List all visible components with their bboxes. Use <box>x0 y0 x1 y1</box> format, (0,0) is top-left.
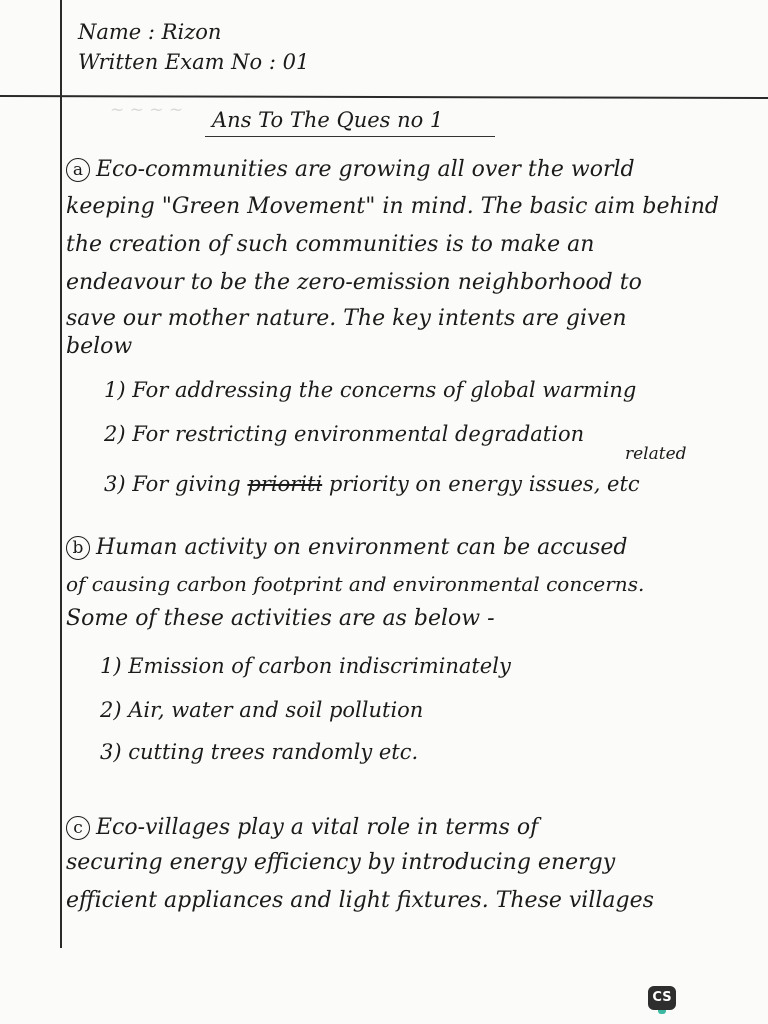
section-c-line-1: c Eco-villages play a vital role in terms of <box>66 816 538 840</box>
inserted-word-note: related <box>625 444 687 464</box>
section-b-marker: b <box>66 536 90 560</box>
section-c-line-2: securing energy efficiency by introducing energy <box>66 850 616 875</box>
answer-title: Ans To The Ques no 1 <box>212 108 444 132</box>
header-rule <box>0 95 768 99</box>
section-a-line-6: below <box>66 334 133 359</box>
section-b-item-1: 1) Emission of carbon indiscriminately <box>100 654 511 678</box>
margin-line <box>60 0 62 948</box>
section-a-line-3: the creation of such communities is to make an <box>66 232 595 257</box>
camscanner-logo: CS <box>648 986 676 1010</box>
section-b-line-2: of causing carbon footprint and environmental concerns. <box>66 572 645 596</box>
exam-number: Written Exam No : 01 <box>78 50 310 74</box>
title-underline <box>205 136 495 137</box>
section-c-marker: c <box>66 816 90 840</box>
section-b-item-3: 3) cutting trees randomly etc. <box>100 740 419 764</box>
section-a-marker: a <box>66 158 90 182</box>
section-a-line-2: keeping "Green Movement" in mind. The basic aim behind <box>66 194 719 219</box>
section-a-line-4: endeavour to be the zero-emission neighborhood to <box>66 270 642 295</box>
section-c-line-3: efficient appliances and light fixtures. These villages <box>66 888 654 913</box>
section-b-line-3: Some of these activities are as below - <box>66 606 495 631</box>
struck-word: prioriti <box>247 472 323 496</box>
section-a-item-1: 1) For addressing the concerns of global warming <box>104 378 637 402</box>
bleed-through: ~ ~ ~ ~ <box>110 100 184 120</box>
section-b-item-2: 2) Air, water and soil pollution <box>100 698 424 722</box>
section-a-item-3: 3) For giving prioriti priority on energy issues, etc <box>104 472 640 496</box>
section-a-line-1: a Eco-communities are growing all over the world <box>66 158 635 182</box>
section-b-line-1: b Human activity on environment can be accused <box>66 536 627 560</box>
section-a-line-5: save our mother nature. The key intents are given <box>66 306 627 331</box>
section-a-item-2: 2) For restricting environmental degradation <box>104 422 585 446</box>
student-name: Name : Rizon <box>78 20 222 44</box>
